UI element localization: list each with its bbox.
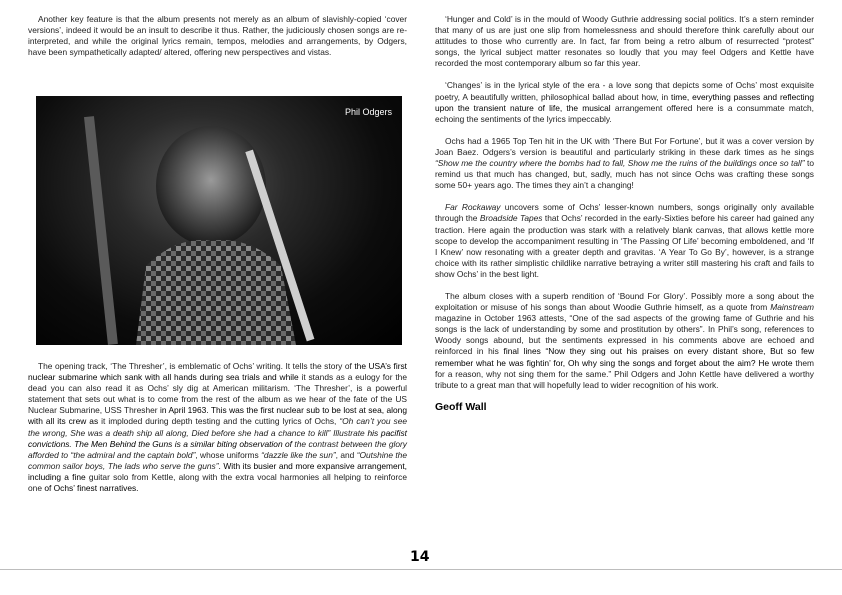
paragraph-the-thresher: The opening track, ‘The Thresher’, is emblematic of Ochs’ writing. It tells the story of the USA’s first nuclear submarine which sank with all hands during sea trials and while it stands as a eulogy for the dead you can also read it as Ochs’ sly dig at American militarism. ‘The Thresher’, is a powerful statement that sets out what is to come from the rest of the album as we hear of the fate of the US Nuclear Submarine, USS Thresher in April 1963. This was the first nuclear sub to be lost at sea, along with all its crew as it imploded during depth testing and the cutting lyrics of Ochs, “Oh can’t you see the wrong, She was a death ship all along, Died before she had a chance to kill” Illustrate his pacifist convictions. The Men Behind the Guns is a similar biting observation of the contrast between the glory afforded to “the admiral and the captain bold”, whose uniforms “dazzle like the sun”, and “Outshine the common sailor boys, The lads who serve the guns”. With its busier and more expansive arrangement, including a fine guitar solo from Kettle, along with the extra vocal harmonies all helping to reinforce one of Ochs’ finest narratives. bbox=[28, 361, 408, 494]
left-column-bottom bbox=[28, 361, 407, 494]
phil-odgers-photo bbox=[36, 96, 402, 345]
paragraph-changes: ‘Changes’ is in the lyrical style of the era - a love song that depicts some of Ochs’ most exquisite poetry, A beautifully written, philosophical ballad about how, in time, everything passes and reflecting upon the transient nature of life, the musical arrangement offered here is a consummate match, echoing the sentiments of the lyrics impeccably. bbox=[435, 80, 814, 124]
paragraph-there-but-for-fortune: Ochs had a 1965 Top Ten hit in the UK with ‘There But For Fortune’, but it was a cover version by Joan Baez. Odgers’s version is beautiful and particularly striking in these dark times as he sings “Show me the country where the bombs had to fall, Show me the ruins of the buildings once so tall” to remind us that much has changed, but, sadly, much has not since Ochs was crafting these songs some 50+ years ago. The times they ain’t a changing! bbox=[435, 135, 815, 191]
left-column-top bbox=[28, 14, 407, 69]
photo-caption: Phil Odgers bbox=[344, 107, 392, 117]
paragraph-hunger-and-cold: ‘Hunger and Cold’ is in the mould of Woody Guthrie addressing social politics. It’s a stern reminder that many of us are just one slip from homelessness and should therefore think carefully about our attitudes to those who currently are. In fact, far from being a retro album of resurrected “protest” songs, the lyrical subject matter resonates so loudly that you may feel Odgers and Kettle have recorded the most contemporary album so far this year. bbox=[435, 14, 814, 69]
paragraph-far-rockaway: Far Rockaway uncovers some of Ochs’ lesser-known numbers, songs originally only available through the Broadside Tapes that Ochs’ recorded in the early-Sixties before his career had gained any traction. Here again the production was stark with a relatively blank canvas, that allows kettle more scope to develop the accompaniment resulting in ‘The Passing Of Life’ becoming emboldened, and ‘If I Knew’ now resonating with a greater depth and gravitas. ‘A Year To Go By’, however, is a strange choice with its rather simplistic childlike narrative betraying a writer still mastering his craft and fails to show Ochs’ in the best light. bbox=[435, 202, 815, 279]
paragraph-cover-versions: Another key feature is that the album presents not merely as an album of slavishly-copied ‘cover versions’, indeed it would be an insult to describe it thus. Rather, the judiciously chosen songs are re-interpreted, and while the original lyrics remain, tempos, melodies and arrangements, by Odgers, have been sympathetically adapted/ altered, offering new perspectives and vistas. bbox=[28, 14, 407, 58]
author-signature: Geoff Wall bbox=[435, 400, 487, 413]
page-number: 14 bbox=[410, 549, 430, 565]
performer-silhouette bbox=[76, 116, 316, 345]
right-column bbox=[435, 14, 814, 424]
paragraph-bound-for-glory: The album closes with a superb rendition of ‘Bound For Glory’. Possibly more a song about the exploitation or misuse of his songs than about Woodie Guthrie himself, as a quote from Mainstream magazine in October 1963 attests, “One of the sad aspects of the growing fame of Guthrie and his songs is the lack of understanding by some and prostitution by others”. In Phil’s song, references to Woody songs abound, but the sentiments expressed in his comments above are echoed and reinforced in his final lines “Now they sing out his praises on every distant shore, But so few remember what he was fightin’ for, Oh why sing the songs and forget about the aim? He wrote them for a reason, why not sing them for the same.” Phil Odgers and John Kettle have delivered a worthy tribute to a great man that will hopefully lead to wider recognition of his work. bbox=[435, 290, 814, 390]
footer-divider bbox=[0, 569, 842, 570]
